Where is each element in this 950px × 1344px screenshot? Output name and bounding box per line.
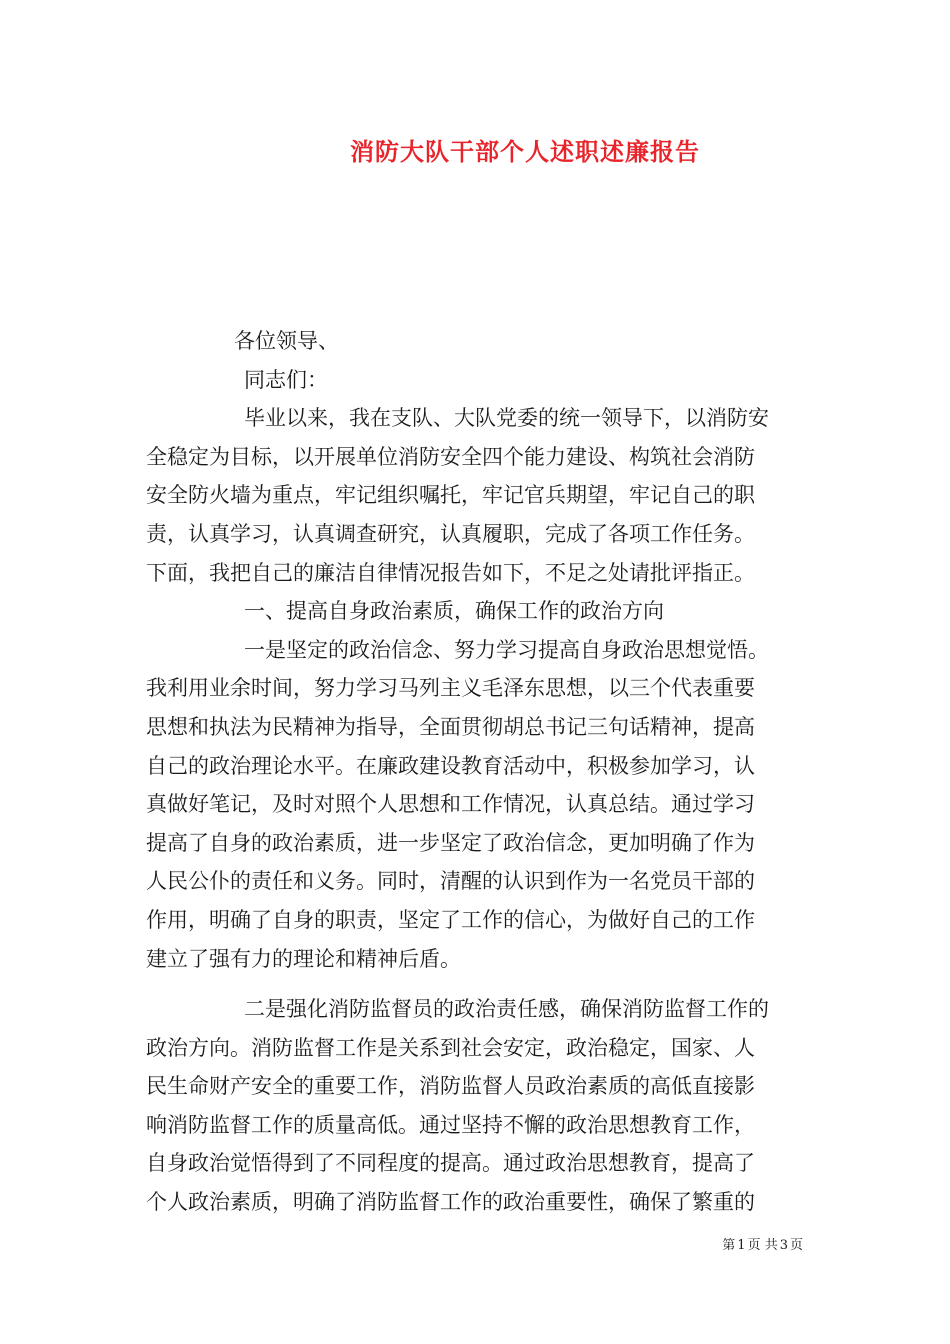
footer-suffix: 页: [789, 1238, 803, 1253]
paragraph-line: 全稳定为目标，以开展单位消防安全四个能力建设、构筑社会消防: [146, 444, 755, 469]
paragraph-line: 一是坚定的政治信念、努力学习提高自身政治思想觉悟。: [244, 637, 769, 662]
paragraph-line: 下面，我把自己的廉洁自律情况报告如下，不足之处请批评指正。: [146, 560, 755, 585]
section-heading: 一、提高自身政治素质，确保工作的政治方向: [244, 599, 664, 624]
page-number-footer: [721, 1234, 804, 1253]
footer-prefix: 第: [722, 1238, 736, 1253]
paragraph-line: 建立了强有力的理论和精神后盾。: [146, 946, 461, 971]
paragraph-line: 提高了自身的政治素质，进一步坚定了政治信念，更加明确了作为: [146, 830, 755, 855]
paragraph-line: 我利用业余时间，努力学习马列主义毛泽东思想，以三个代表重要: [146, 676, 755, 701]
document-body: [146, 322, 808, 1222]
paragraph-line: 作用，明确了自身的职责，坚定了工作的信心，为做好自己的工作: [146, 907, 755, 932]
paragraph-line: 责，认真学习，认真调查研究，认真履职，完成了各项工作任务。: [146, 521, 755, 546]
paragraph-line: 自己的政治理论水平。在廉政建设教育活动中，积极参加学习，认: [146, 753, 755, 778]
paragraph-line: 政治方向。消防监督工作是关系到社会安定，政治稳定，国家、人: [146, 1035, 755, 1060]
greeting-comrades: 同志们：: [244, 367, 328, 392]
paragraph-line: 民生命财产安全的重要工作，消防监督人员政治素质的高低直接影: [146, 1074, 755, 1099]
paragraph-line: 毕业以来，我在支队、大队党委的统一领导下，以消防安: [244, 406, 769, 431]
current-page-number: 1: [737, 1238, 746, 1253]
paragraph-line: 思想和执法为民精神为指导，全面贯彻胡总书记三句话精神，提高: [146, 714, 755, 739]
greeting-leaders: 各位领导、: [234, 329, 339, 353]
paragraph-line: 安全防火墙为重点，牢记组织嘱托，牢记官兵期望，牢记自己的职: [146, 483, 755, 508]
paragraph-line: 二是强化消防监督员的政治责任感，确保消防监督工作的: [244, 997, 769, 1022]
paragraph-gap: [146, 978, 808, 990]
total-page-number: 3: [779, 1238, 788, 1253]
paragraph-line: 人民公仆的责任和义务。同时，清醒的认识到作为一名党员干部的: [146, 869, 755, 894]
document-title: 消防大队干部个人述职述廉报告: [350, 137, 700, 166]
paragraph-line: 真做好笔记，及时对照个人思想和工作情况，认真总结。通过学习: [146, 792, 755, 817]
paragraph-line: 个人政治素质，明确了消防监督工作的政治重要性，确保了繁重的: [146, 1190, 755, 1215]
footer-middle: 页 共: [747, 1238, 778, 1253]
paragraph-line: 响消防监督工作的质量高低。通过坚持不懈的政治思想教育工作，: [146, 1112, 755, 1137]
paragraph-line: 自身政治觉悟得到了不同程度的提高。通过政治思想教育，提高了: [146, 1151, 755, 1176]
